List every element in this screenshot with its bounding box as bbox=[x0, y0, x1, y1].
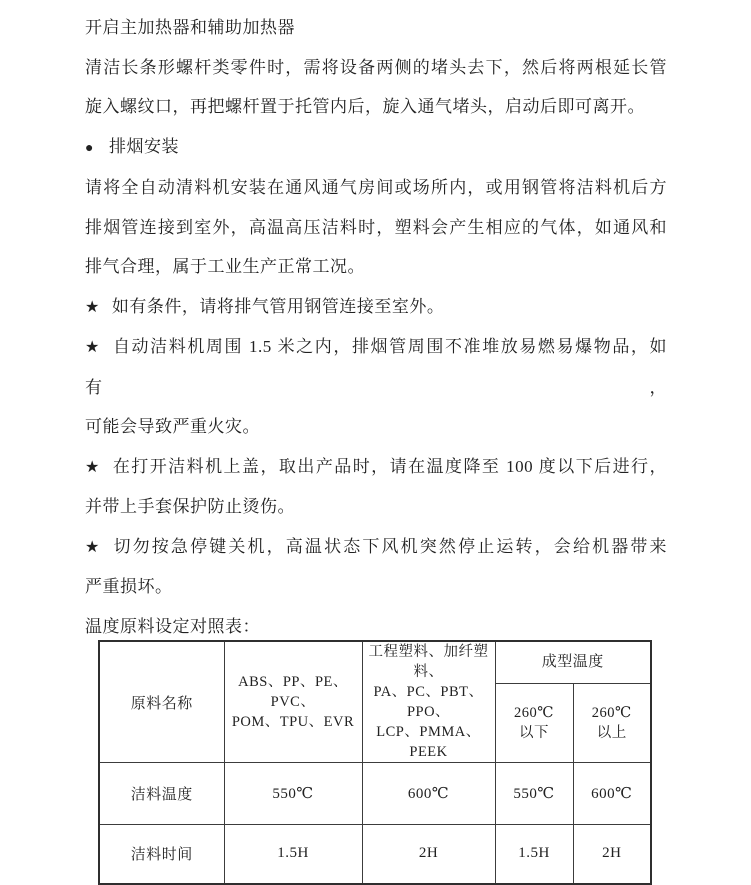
cleaning-temperature-value-1: 550℃ bbox=[224, 763, 362, 825]
cleaning-time-value-2: 2H bbox=[362, 825, 495, 884]
header-above-260 bbox=[573, 683, 651, 762]
table-header-row-1 bbox=[99, 641, 651, 683]
row-label-cleaning-temperature: 洁料温度 bbox=[99, 763, 224, 825]
star-icon: ★ bbox=[85, 339, 101, 356]
header-group-b-line1: 工程塑料、加纤塑料、 bbox=[368, 644, 489, 680]
table-row-cleaning-time bbox=[99, 825, 651, 884]
header-group-b bbox=[362, 641, 495, 763]
list-item-smoke-exhaust-line bbox=[85, 127, 667, 169]
header-above-260-line1: 260℃ bbox=[591, 704, 632, 721]
note-steel-pipe bbox=[85, 287, 667, 328]
paragraph-screw-cleaning bbox=[85, 48, 667, 127]
note-steel-pipe-line bbox=[85, 287, 667, 328]
paragraph-screw-cleaning-line1: 清洁长条形螺杆类零件时，需将设备两侧的堵头去下，然后将两根延长管 bbox=[85, 57, 667, 77]
paragraph-heater bbox=[85, 8, 667, 48]
paragraph-screw-cleaning-line2: 旋入螺纹口，再把螺杆置于托管内后，旋入通气堵头，启动后即可离开。 bbox=[85, 97, 645, 116]
header-group-a-line2: POM、TPU、EVR bbox=[231, 714, 355, 730]
note-emergency-stop bbox=[85, 527, 667, 607]
note-open-lid-line2: 并带上手套保护防止烫伤。 bbox=[85, 497, 295, 516]
bullet-icon: ● bbox=[85, 140, 94, 156]
note-open-lid bbox=[85, 447, 667, 527]
paragraph-ventilation bbox=[85, 168, 667, 287]
star-icon: ★ bbox=[85, 298, 100, 316]
note-flammable-items-text1: 自动洁料机周围 1.5 米之内，排烟管周围不准堆放易燃易爆物品，如有， bbox=[85, 337, 668, 397]
star-icon: ★ bbox=[85, 458, 101, 476]
note-steel-pipe-text: 如有条件，请将排气管用钢管连接至室外。 bbox=[111, 296, 445, 316]
star-icon: ★ bbox=[85, 538, 102, 556]
cleaning-temperature-value-3: 550℃ bbox=[495, 763, 573, 825]
table-title-text: 温度原料设定对照表： bbox=[85, 616, 260, 636]
paragraph-ventilation-line1: 请将全自动清料机安装在通风通气房间或场所内，或用钢管将洁料机后方 bbox=[85, 178, 667, 197]
header-below-260-line2: 以下 bbox=[519, 724, 549, 741]
header-group-b-line2: PA、PC、PBT、PPO、 bbox=[373, 684, 484, 720]
table-row-cleaning-temperature bbox=[99, 763, 651, 825]
header-group-b-line3: LCP、PMMA、PEEK bbox=[376, 724, 481, 760]
header-above-260-line2: 以上 bbox=[596, 724, 627, 741]
header-group-a-line1: ABS、PP、PE、PVC、 bbox=[238, 674, 348, 710]
note-flammable-items-line1 bbox=[85, 327, 667, 407]
paragraph-ventilation-line2: 排烟管连接到室外，高温高压洁料时，塑料会产生相应的气体，如通风和 bbox=[85, 217, 667, 237]
note-open-lid-text1: 在打开洁料机上盖，取出产品时，请在温度降至 100 度以下后进行， bbox=[112, 456, 668, 476]
header-material-name: 原料名称 bbox=[99, 641, 224, 763]
cleaning-temperature-value-4: 600℃ bbox=[573, 763, 651, 825]
cleaning-temperature-value-2: 600℃ bbox=[362, 763, 495, 825]
header-forming-temperature: 成型温度 bbox=[495, 641, 651, 683]
cleaning-time-value-4: 2H bbox=[573, 825, 651, 884]
header-below-260-line1: 260℃ bbox=[514, 704, 554, 721]
cleaning-time-value-1: 1.5H bbox=[224, 825, 362, 884]
list-item-smoke-exhaust-install bbox=[85, 127, 667, 169]
temperature-material-table bbox=[98, 640, 652, 885]
note-flammable-items bbox=[85, 327, 667, 447]
cleaning-time-value-3: 1.5H bbox=[495, 825, 573, 884]
note-flammable-items-line2: 可能会导致严重火灾。 bbox=[85, 417, 260, 436]
paragraph-heater-line: 开启主加热器和辅助加热器 bbox=[85, 18, 295, 37]
note-emergency-stop-line2: 严重损坏。 bbox=[85, 577, 173, 596]
header-below-260 bbox=[495, 683, 573, 762]
header-group-a bbox=[224, 641, 362, 763]
list-item-smoke-exhaust-label: 排烟安装 bbox=[108, 136, 179, 156]
note-emergency-stop-line1 bbox=[85, 527, 667, 568]
row-label-cleaning-time: 洁料时间 bbox=[99, 825, 224, 884]
note-open-lid-line1 bbox=[85, 447, 667, 488]
note-emergency-stop-text1: 切勿按急停键关机，高温状态下风机突然停止运转，会给机器带来 bbox=[113, 536, 668, 556]
paragraph-ventilation-line3: 排气合理，属于工业生产正常工况。 bbox=[85, 257, 365, 276]
